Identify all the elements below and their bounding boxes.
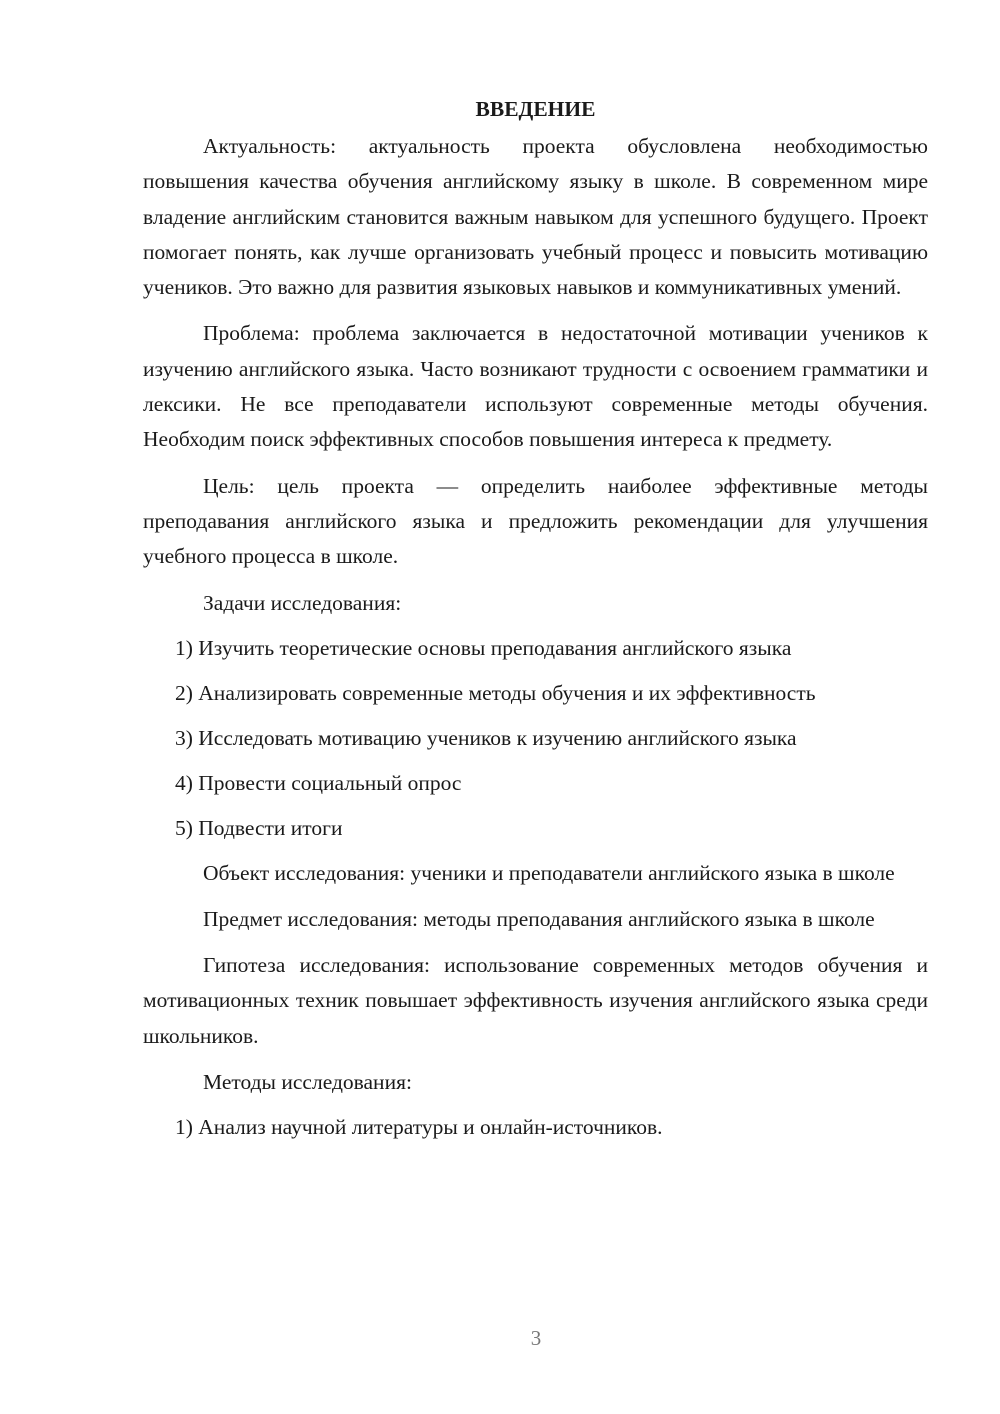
document-page <box>143 92 928 1155</box>
hypothesis-paragraph: Гипотеза исследования: использование современных методов обучения и мотивационных техник повышает эффективность изучения английского языка среди школьников. <box>143 953 928 1048</box>
methods-list <box>143 1110 928 1145</box>
page-number: 3 <box>530 1326 542 1350</box>
relevance-paragraph: Актуальность: актуальность проекта обусловлена необходимостью повышения качества обучения английскому языку в школе. В современном мире владение английским становится важным навыком для успешного будущего. Проект помогает понять, как лучше организовать учебный процесс и повысить мотивацию учеников. Это важно для развития языковых навыков и коммуникативных умений. <box>143 134 928 300</box>
methods-heading: Методы исследования: <box>203 1070 412 1095</box>
tasks-list <box>143 631 928 846</box>
task-item: 5) Подвести итоги <box>175 815 343 840</box>
goal-paragraph: Цель: цель проекта — определить наиболее эффективные методы преподавания английского языка и предложить рекомендации для улучшения учебного процесса в школе. <box>143 473 928 569</box>
page-title: ВВЕДЕНИЕ <box>475 97 596 121</box>
task-item: 2) Анализировать современные методы обучения и их эффективность <box>175 680 816 705</box>
task-item: 3) Исследовать мотивацию учеников к изучению английского языка <box>175 725 797 750</box>
method-item: 1) Анализ научной литературы и онлайн-источников. <box>175 1115 663 1140</box>
task-item: 1) Изучить теоретические основы преподавания английского языка <box>175 635 792 660</box>
tasks-heading: Задачи исследования: <box>203 590 402 615</box>
object-paragraph: Объект исследования: ученики и преподаватели английского языка в школе <box>203 860 895 885</box>
task-item: 4) Провести социальный опрос <box>175 770 462 795</box>
subject-paragraph: Предмет исследования: методы преподавания английского языка в школе <box>203 906 875 931</box>
problem-paragraph: Проблема: проблема заключается в недостаточной мотивации учеников к изучению английского языка. Часто возникают трудности с освоением грамматики и лексики. Не все преподаватели используют современные методы обучения. Необходим поиск эффективных способов повышения интереса к предмету. <box>143 321 928 452</box>
